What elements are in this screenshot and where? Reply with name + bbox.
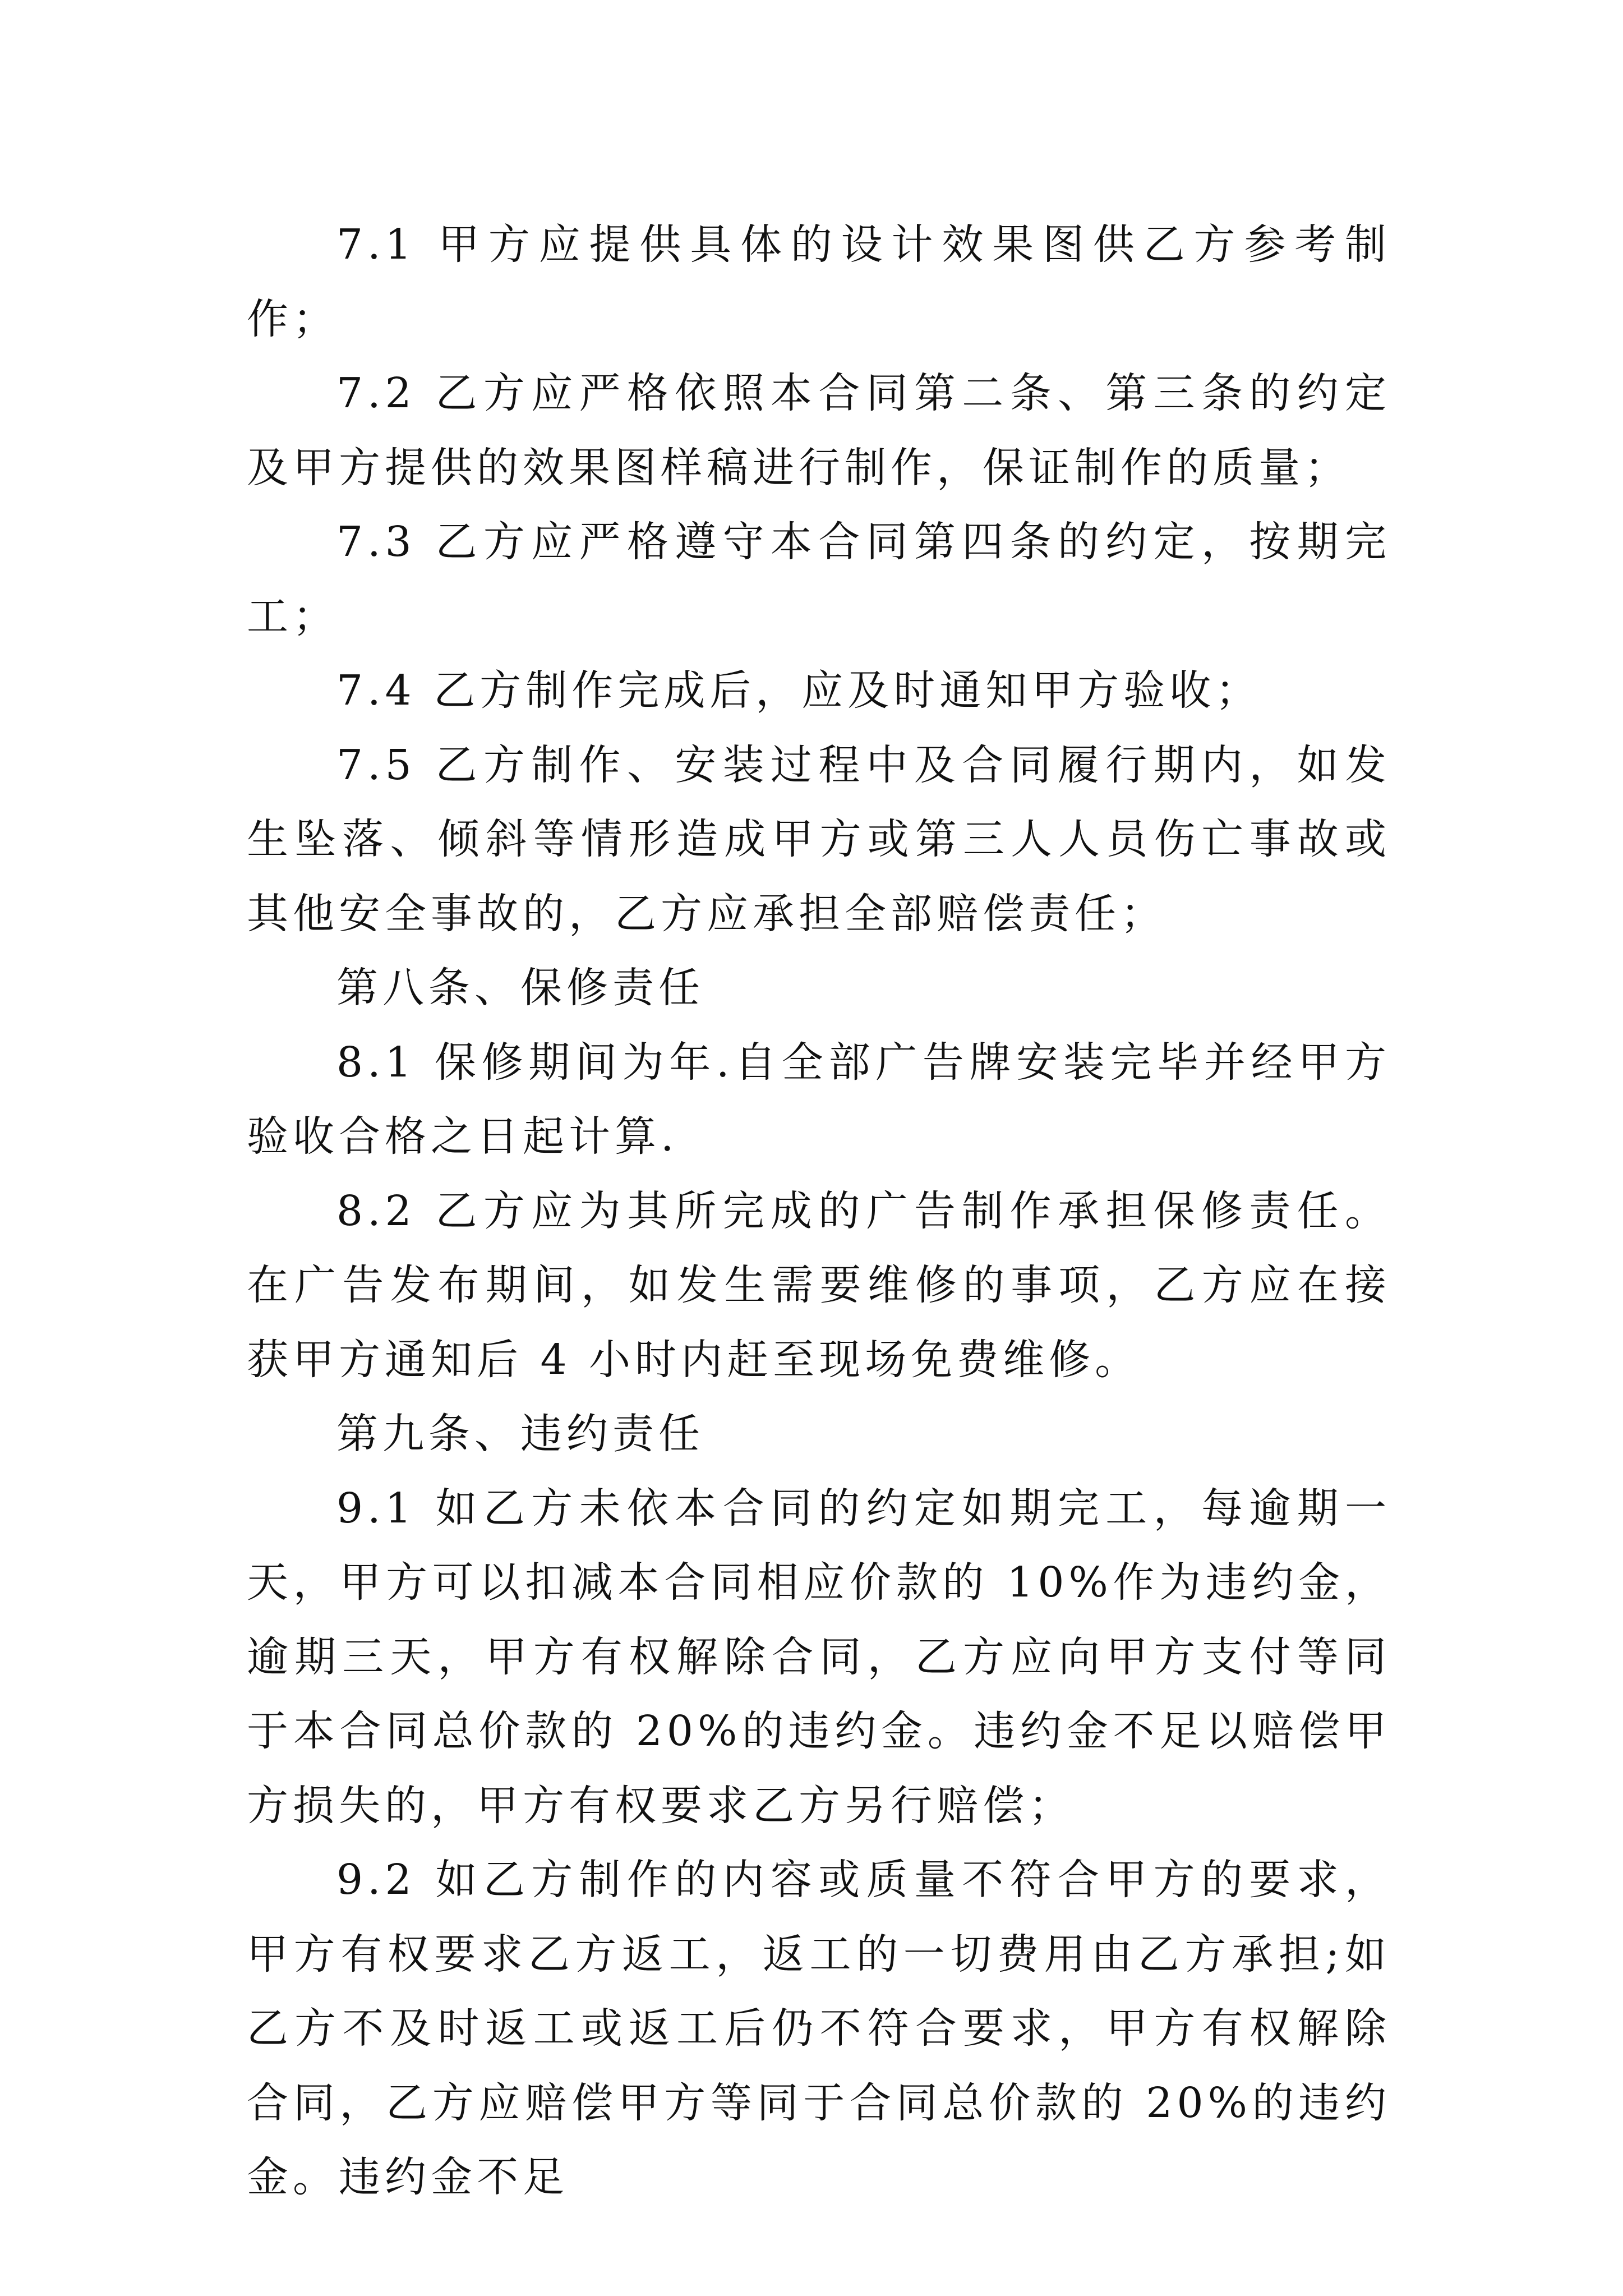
clause-7-4: 7.4 乙方制作完成后，应及时通知甲方验收； — [336, 666, 1262, 715]
section-heading-9: 第九条、违约责任 — [336, 1410, 704, 1458]
clause-7-3: 7.3 乙方应严格遵守本合同第四条的约定，按期完工； — [247, 518, 1391, 641]
section-heading-8: 第八条、保修责任 — [336, 964, 704, 1012]
clause-8-2: 8.2 乙方应为其所完成的广告制作承担保修责任。在广告发布期间，如发生需要维修的事项，乙方应在接获甲方通知后 4 小时内赶至现场免费维修。 — [247, 1186, 1391, 1384]
clause-9-1: 9.1 如乙方未依本合同的约定如期完工，每逾期一天，甲方可以扣减本合同相应价款的 10%作为违约金，逾期三天，甲方有权解除合同，乙方应向甲方支付等同于本合同总价款的 20%的违约金。违约金不足以赔偿甲方损失的，甲方有权要求乙方另行赔偿； — [247, 1484, 1391, 1830]
clause-7-2: 7.2 乙方应严格依照本合同第二条、第三条的约定及甲方提供的效果图样稿进行制作，保证制作的质量； — [247, 369, 1391, 492]
clause-7-5: 7.5 乙方制作、安装过程中及合同履行期内，如发生坠落、倾斜等情形造成甲方或第三人人员伤亡事故或其他安全事故的，乙方应承担全部赔偿责任； — [247, 740, 1391, 938]
clause-8-1: 8.1 保修期间为年.自全部广告牌安装完毕并经甲方验收合格之日起计算. — [247, 1038, 1391, 1161]
clause-7-1: 7.1 甲方应提供具体的设计效果图供乙方参考制作； — [247, 220, 1391, 343]
document-body — [247, 208, 1391, 2215]
clause-9-2: 9.2 如乙方制作的内容或质量不符合甲方的要求，甲方有权要求乙方返工，返工的一切费用由乙方承担;如乙方不及时返工或返工后仍不符合要求，甲方有权解除合同，乙方应赔偿甲方等同于合同总价款的 20%的违约金。违约金不足 — [247, 1856, 1391, 2201]
